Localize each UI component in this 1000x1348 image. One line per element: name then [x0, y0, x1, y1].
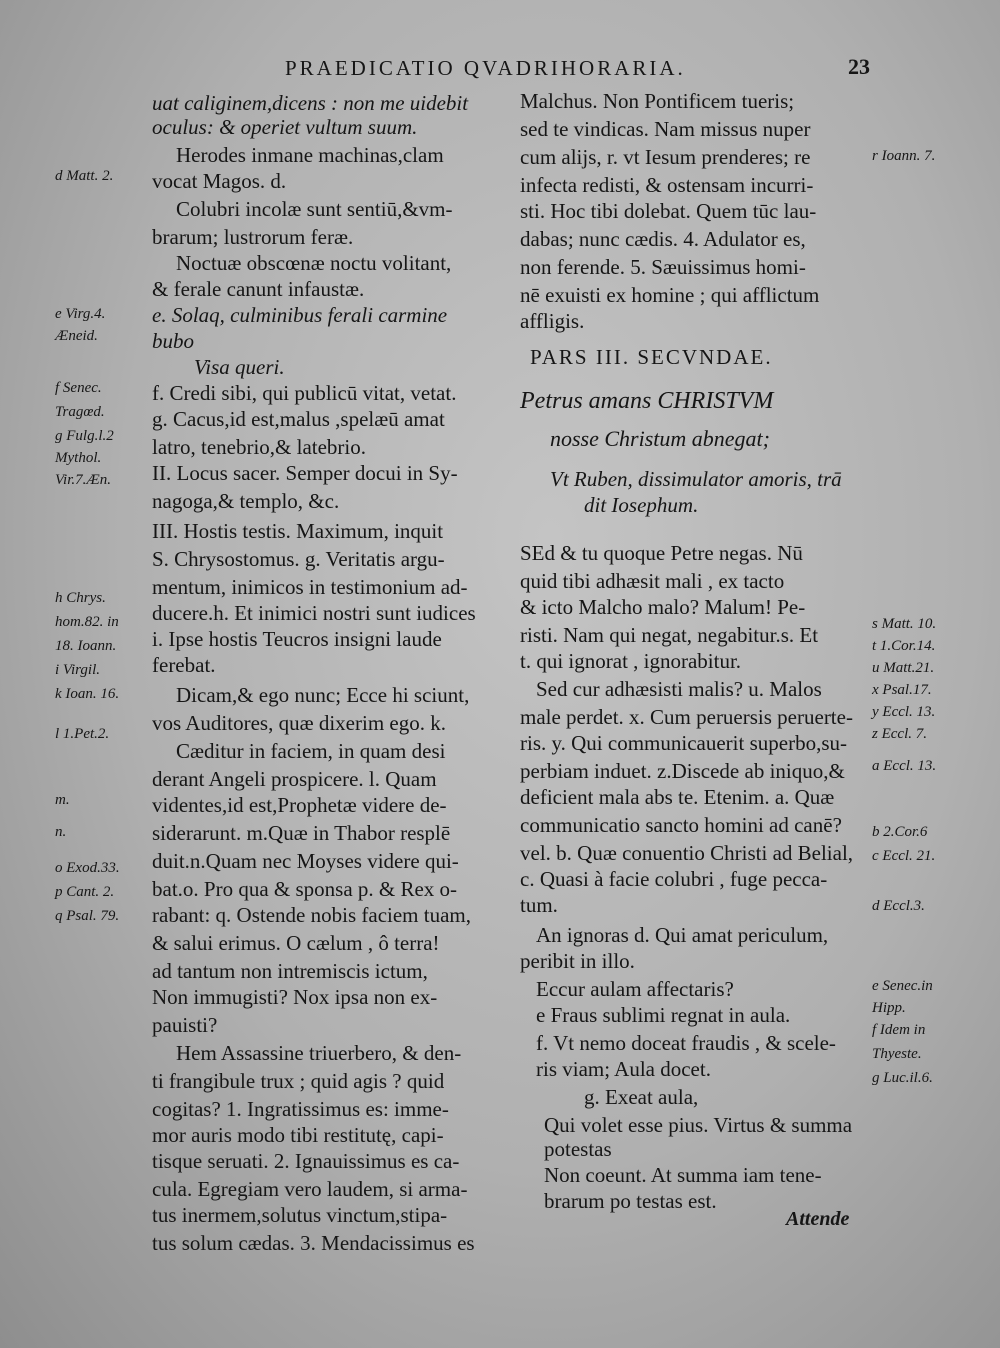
- left-column-line: uat caliginem,dicens : non me uidebit: [152, 91, 469, 115]
- left-column-line: oculus: & operiet vultum suum.: [152, 115, 418, 139]
- right-column-line: PARS III. SECVNDAE.: [530, 345, 773, 369]
- right-column-line: e Fraus sublimi regnat in aula.: [536, 1003, 791, 1027]
- margin-reference: q Psal. 79.: [55, 908, 120, 924]
- right-column-line: ris viam; Aula docet.: [536, 1057, 711, 1081]
- right-column-line: Eccur aulam affectaris?: [536, 977, 734, 1001]
- margin-reference: Thyeste.: [872, 1046, 922, 1062]
- left-column-line: duit.n.Quam nec Moyses videre qui-: [152, 849, 459, 873]
- right-column-line: sti. Hoc tibi dolebat. Quem tūc lau-: [520, 199, 817, 223]
- left-column-line: tisque seruati. 2. Ignauissimus es ca-: [152, 1149, 460, 1173]
- right-column-line: dit Iosephum.: [584, 493, 699, 517]
- left-column-line: Non immugisti? Nox ipsa non ex-: [152, 985, 438, 1009]
- right-column-line: Sed cur adhæsisti malis? u. Malos: [536, 677, 822, 701]
- right-column-line: peribit in illo.: [520, 949, 635, 973]
- margin-reference: d Eccl.3.: [872, 898, 925, 914]
- left-column-line: bat.o. Pro qua & sponsa p. & Rex o-: [152, 877, 458, 901]
- margin-reference: z Eccl. 7.: [872, 726, 927, 742]
- catchword: Attende: [786, 1208, 850, 1230]
- left-column-line: ferebat.: [152, 653, 216, 677]
- left-column-line: latro, tenebrio,& latebrio.: [152, 435, 367, 459]
- right-column-line: non ferende. 5. Sæuissimus homi-: [520, 255, 806, 279]
- left-column-line: pauisti?: [152, 1013, 218, 1037]
- right-column-line: nē exuisti ex homine ; qui afflictum: [520, 283, 820, 307]
- margin-reference: m.: [55, 792, 70, 808]
- left-column-line: videntes,id est,Prophetæ videre de-: [152, 793, 447, 817]
- right-column-line: communicatio sancto homini ad canē?: [520, 813, 842, 837]
- margin-reference: Æneid.: [55, 328, 98, 344]
- left-column-line: S. Chrysostomus. g. Veritatis argu-: [152, 547, 445, 571]
- right-column-line: c. Quasi à facie colubri , fuge pecca-: [520, 867, 828, 891]
- left-column-line: ad tantum non intremiscis ictum,: [152, 959, 428, 983]
- left-column-line: nagoga,& templo, &c.: [152, 489, 340, 513]
- left-column-line: Colubri incolæ sunt sentiū,&vm-: [176, 197, 453, 221]
- right-column-line: t. qui ignorat , ignorabitur.: [520, 649, 742, 673]
- right-column-line: Petrus amans CHRISTVM: [520, 388, 774, 414]
- margin-reference: g Luc.il.6.: [872, 1070, 933, 1086]
- right-column-line: g. Exeat aula,: [584, 1085, 699, 1109]
- margin-reference: s Matt. 10.: [872, 616, 937, 632]
- margin-reference: f Senec.: [55, 380, 102, 396]
- margin-reference: e Virg.4.: [55, 306, 106, 322]
- left-column-line: g. Cacus,id est,malus ,spelæū amat: [152, 407, 445, 431]
- margin-reference: a Eccl. 13.: [872, 758, 937, 774]
- right-column-line: Non coeunt. At summa iam tene-: [544, 1163, 822, 1187]
- left-column-line: brarum; lustrorum feræ.: [152, 225, 354, 249]
- page-number: 23: [848, 54, 870, 79]
- margin-reference: e Senec.in: [872, 978, 933, 994]
- margin-reference: c Eccl. 21.: [872, 848, 936, 864]
- left-column-line: tus solum cædas. 3. Mendacissimus es: [152, 1231, 475, 1255]
- right-column-line: f. Vt nemo doceat fraudis , & scele-: [536, 1031, 836, 1055]
- right-column-line: Qui volet esse pius. Virtus & summa: [544, 1113, 853, 1137]
- left-column-line: vos Auditores, quæ dixerim ego. k.: [152, 711, 446, 735]
- margin-reference: d Matt. 2.: [55, 168, 114, 184]
- margin-reference: Vir.7.Æn.: [55, 472, 111, 488]
- left-column-line: Dicam,& ego nunc; Ecce hi sciunt,: [176, 683, 470, 707]
- margin-reference: k Ioan. 16.: [55, 686, 120, 702]
- right-column-line: risti. Nam qui negat, negabitur.s. Et: [520, 623, 819, 647]
- margin-reference: l 1.Pet.2.: [55, 726, 110, 742]
- left-column-line: vocat Magos. d.: [152, 169, 287, 193]
- right-column-line: deficient mala abs te. Etenim. a. Quæ: [520, 785, 835, 809]
- margin-reference: i Virgil.: [55, 662, 100, 678]
- left-column-line: e. Solaq, culminibus ferali carmine: [152, 303, 448, 327]
- margin-reference: u Matt.21.: [872, 660, 935, 676]
- left-column-line: bubo: [152, 329, 194, 353]
- margin-reference: o Exod.33.: [55, 860, 120, 876]
- right-column-line: male perdet. x. Cum peruersis peruerte-: [520, 705, 853, 729]
- margin-reference: x Psal.17.: [872, 682, 932, 698]
- left-column-line: cogitas? 1. Ingratissimus es: imme-: [152, 1097, 449, 1121]
- right-column-line: Malchus. Non Pontificem tueris;: [520, 89, 795, 113]
- left-column-line: II. Locus sacer. Semper docui in Sy-: [152, 461, 458, 485]
- left-column-line: Cæditur in faciem, in quam desi: [176, 739, 446, 763]
- right-column-line: brarum po testas est.: [544, 1189, 717, 1213]
- margin-reference: b 2.Cor.6: [872, 824, 928, 840]
- running-title: PRAEDICATIO QVADRIHORARIA.: [285, 56, 686, 80]
- right-column-line: ris. y. Qui communicauerit superbo,su-: [520, 731, 847, 755]
- left-column-line: siderarunt. m.Quæ in Thabor resplē: [152, 821, 451, 845]
- left-column-line: Visa queri.: [194, 355, 285, 379]
- right-column-line: potestas: [544, 1137, 612, 1161]
- margin-reference: t 1.Cor.14.: [872, 638, 936, 654]
- left-column-line: mentum, inimicos in testimonium ad-: [152, 575, 468, 599]
- margin-reference: g Fulg.l.2: [55, 428, 114, 444]
- margin-reference: h Chrys.: [55, 590, 106, 606]
- margin-reference: f Idem in: [872, 1022, 926, 1038]
- margin-reference: y Eccl. 13.: [872, 704, 936, 720]
- left-column-line: III. Hostis testis. Maximum, inquit: [152, 519, 444, 543]
- right-column-line: An ignoras d. Qui amat periculum,: [536, 923, 829, 947]
- left-column-line: ducere.h. Et inimici nostri sunt iudices: [152, 601, 476, 625]
- right-column-line: vel. b. Quæ conuentio Christi ad Belial,: [520, 841, 854, 865]
- left-column-line: tus inermem,solutus vinctum,stipa-: [152, 1203, 448, 1227]
- left-column-line: f. Credi sibi, qui publicū vitat, vetat.: [152, 381, 457, 405]
- right-column-line: affligis.: [520, 309, 585, 333]
- left-column-line: cula. Egregiam vero laudem, si arma-: [152, 1177, 468, 1201]
- left-column-line: mor auris modo tibi restitutę, capi-: [152, 1123, 444, 1147]
- margin-reference: hom.82. in: [55, 614, 119, 630]
- right-column-line: infecta redisti, & ostensam incurri-: [520, 173, 814, 197]
- left-column-line: rabant: q. Ostende nobis faciem tuam,: [152, 903, 471, 927]
- margin-reference: r Ioann. 7.: [872, 148, 936, 164]
- left-column-line: i. Ipse hostis Teucros insigni laude: [152, 627, 442, 651]
- right-column-line: Vt Ruben, dissimulator amoris, trā: [550, 467, 842, 491]
- right-column-line: SEd & tu quoque Petre negas. Nū: [520, 541, 803, 565]
- left-column-line: & salui erimus. O cælum , ô terra!: [152, 931, 440, 955]
- margin-reference: Hipp.: [872, 1000, 906, 1016]
- left-column-line: & ferale canunt infaustæ.: [152, 277, 365, 301]
- right-column-line: perbiam induet. z.Discede ab iniquo,&: [520, 759, 845, 783]
- left-column-line: ti frangibule trux ; quid agis ? quid: [152, 1069, 445, 1093]
- margin-reference: n.: [55, 824, 67, 840]
- right-column-line: dabas; nunc cædis. 4. Adulator es,: [520, 227, 806, 251]
- margin-reference: p Cant. 2.: [55, 884, 115, 900]
- right-column-line: nosse Christum abnegat;: [550, 426, 770, 451]
- right-column-line: quid tibi adhæsit mali , ex tacto: [520, 569, 785, 593]
- right-column-line: & icto Malcho malo? Malum! Pe-: [520, 595, 806, 619]
- left-column-line: Herodes inmane machinas,clam: [176, 143, 444, 167]
- margin-reference: Tragœd.: [55, 404, 105, 420]
- right-column-line: cum alijs, r. vt Iesum prenderes; re: [520, 145, 811, 169]
- left-column-line: derant Angeli prospicere. l. Quam: [152, 767, 437, 791]
- right-column-line: tum.: [520, 893, 558, 917]
- margin-reference: 18. Ioann.: [55, 638, 117, 654]
- left-column-line: Noctuæ obscœnæ noctu volitant,: [176, 251, 452, 275]
- left-column-line: Hem Assassine triuerbero, & den-: [176, 1041, 462, 1065]
- right-column-line: sed te vindicas. Nam missus nuper: [520, 117, 811, 141]
- margin-reference: Mythol.: [55, 450, 102, 466]
